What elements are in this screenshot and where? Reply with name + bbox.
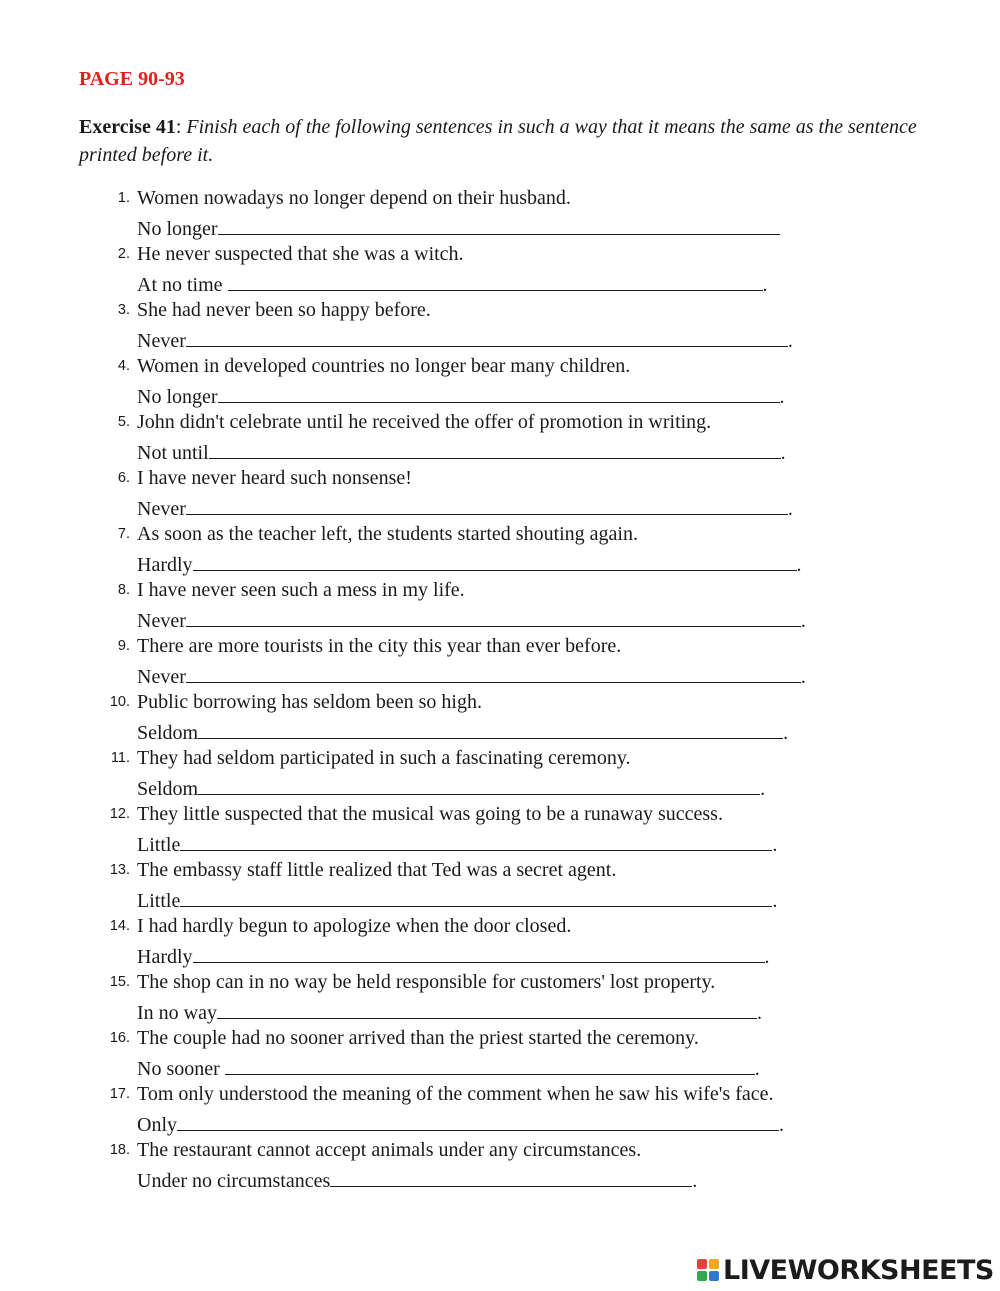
sentence-end-punctuation: . — [779, 1114, 784, 1136]
sentence-end-punctuation: . — [800, 666, 806, 688]
rewrite-prompt: At no time — [137, 274, 228, 296]
rewrite-line — [137, 213, 780, 242]
rewrite-line — [137, 325, 793, 354]
original-sentence: He never suspected that she was a witch. — [137, 243, 464, 265]
item-number: 12. — [109, 806, 130, 822]
rewrite-line — [137, 1109, 784, 1138]
rewrite-prompt: No sooner — [137, 1058, 225, 1080]
answer-blank[interactable] — [186, 325, 788, 347]
rewrite-prompt: In no way — [137, 1002, 217, 1024]
rewrite-line — [137, 269, 768, 298]
rewrite-prompt: Not until — [137, 442, 209, 464]
sentence-end-punctuation: . — [783, 722, 789, 744]
original-sentence: I have never seen such a mess in my life. — [137, 579, 465, 601]
answer-blank[interactable] — [186, 493, 788, 515]
answer-blank[interactable] — [193, 549, 797, 571]
rewrite-prompt: No longer — [137, 218, 218, 240]
rewrite-line — [137, 885, 777, 914]
item-number: 6. — [117, 470, 130, 486]
answer-blank[interactable] — [217, 997, 757, 1019]
sentence-end-punctuation: . — [787, 498, 793, 520]
sentence-end-punctuation: . — [779, 386, 785, 408]
item-number: 5. — [117, 414, 130, 430]
rewrite-prompt: Seldom — [137, 722, 199, 744]
rewrite-prompt: Hardly — [137, 554, 193, 576]
item-number: 15. — [109, 974, 130, 990]
answer-blank[interactable] — [330, 1165, 692, 1187]
rewrite-prompt: No longer — [137, 386, 218, 408]
item-number: 9. — [117, 638, 130, 654]
original-sentence: Women nowadays no longer depend on their husband. — [137, 187, 571, 209]
answer-blank[interactable] — [180, 829, 772, 851]
exercise-item — [0, 353, 1000, 409]
original-sentence: Women in developed countries no longer bear many children. — [137, 355, 631, 377]
answer-blank[interactable] — [225, 1053, 755, 1075]
rewrite-line — [137, 605, 806, 634]
exercise-separator: : — [175, 116, 187, 138]
answer-blank[interactable] — [180, 885, 772, 907]
exercise-item — [0, 241, 1000, 297]
rewrite-line — [137, 493, 793, 522]
exercise-item — [0, 857, 1000, 913]
exercise-item — [0, 913, 1000, 969]
exercise-item — [0, 801, 1000, 857]
answer-blank[interactable] — [186, 661, 801, 683]
exercise-item — [0, 1137, 1000, 1193]
exercise-item — [0, 1025, 1000, 1081]
answer-blank[interactable] — [228, 269, 763, 291]
rewrite-line — [137, 381, 785, 410]
original-sentence: There are more tourists in the city this year than ever before. — [137, 635, 622, 657]
page-label: PAGE 90-93 — [79, 68, 185, 90]
original-sentence: She had never been so happy before. — [137, 299, 431, 321]
exercise-instruction-text: Finish each of the following sentences in such a way that it means the same as the sentence printed before it. — [79, 116, 917, 166]
item-number: 17. — [109, 1086, 130, 1102]
rewrite-line — [137, 997, 762, 1026]
exercise-instructions — [79, 113, 929, 169]
answer-blank[interactable] — [193, 941, 765, 963]
liveworksheets-logo-text: LIVEWORKSHEETS — [723, 1254, 994, 1286]
rewrite-prompt: Under no circumstances — [137, 1170, 331, 1192]
sentence-end-punctuation: . — [762, 274, 768, 296]
rewrite-prompt: Hardly — [137, 946, 193, 968]
rewrite-prompt: Never — [137, 666, 186, 688]
answer-blank[interactable] — [198, 717, 783, 739]
exercise-item — [0, 185, 1000, 241]
item-number: 13. — [109, 862, 130, 878]
rewrite-line — [137, 829, 777, 858]
rewrite-prompt: Never — [137, 330, 186, 352]
sentence-end-punctuation: . — [756, 1002, 762, 1024]
rewrite-prompt: Never — [137, 498, 186, 520]
exercise-item — [0, 745, 1000, 801]
item-number: 11. — [110, 750, 130, 766]
exercise-item — [0, 577, 1000, 633]
sentence-end-punctuation: . — [772, 890, 778, 912]
rewrite-prompt: Little — [137, 890, 181, 912]
item-number: 1. — [117, 190, 130, 206]
answer-blank[interactable] — [218, 213, 780, 235]
item-number: 7. — [117, 526, 130, 542]
original-sentence: The shop can in no way be held responsible for customers' lost property. — [137, 971, 716, 993]
original-sentence: John didn't celebrate until he received the offer of promotion in writing. — [137, 411, 712, 433]
sentence-end-punctuation: . — [780, 442, 786, 464]
logo-square-1 — [697, 1259, 707, 1269]
answer-blank[interactable] — [177, 1109, 779, 1131]
rewrite-prompt: Only — [137, 1114, 177, 1136]
answer-blank[interactable] — [198, 773, 760, 795]
sentence-end-punctuation: . — [800, 610, 806, 632]
item-number: 16. — [109, 1030, 130, 1046]
exercise-label: Exercise 41 — [79, 116, 176, 138]
exercise-item — [0, 409, 1000, 465]
logo-square-2 — [709, 1259, 719, 1269]
liveworksheets-logo-icon — [697, 1259, 719, 1281]
rewrite-line — [137, 1165, 697, 1194]
exercise-item — [0, 969, 1000, 1025]
exercise-item — [0, 689, 1000, 745]
rewrite-line — [137, 661, 806, 690]
sentence-end-punctuation: . — [772, 834, 778, 856]
sentence-end-punctuation: . — [754, 1058, 760, 1080]
rewrite-prompt: Seldom — [137, 778, 199, 800]
item-number: 4. — [117, 358, 130, 374]
rewrite-line — [137, 437, 786, 466]
item-number: 14. — [109, 918, 130, 934]
sentence-end-punctuation: . — [692, 1170, 698, 1192]
original-sentence: The restaurant cannot accept animals under any circumstances. — [137, 1139, 642, 1161]
rewrite-line — [137, 941, 770, 970]
rewrite-line — [137, 773, 765, 802]
exercise-item — [0, 1081, 1000, 1137]
answer-blank[interactable] — [218, 381, 780, 403]
item-number: 10. — [109, 694, 130, 710]
rewrite-prompt: Never — [137, 610, 186, 632]
exercise-item — [0, 465, 1000, 521]
original-sentence: Public borrowing has seldom been so high. — [137, 691, 482, 713]
logo-square-3 — [697, 1271, 707, 1281]
original-sentence: I have never heard such nonsense! — [137, 467, 412, 489]
exercise-item — [0, 297, 1000, 353]
original-sentence: They had seldom participated in such a fascinating ceremony. — [137, 747, 631, 769]
exercise-item — [0, 633, 1000, 689]
item-number: 3. — [117, 302, 130, 318]
sentence-end-punctuation: . — [764, 946, 770, 968]
original-sentence: As soon as the teacher left, the students started shouting again. — [137, 523, 638, 545]
rewrite-prompt: Little — [137, 834, 181, 856]
rewrite-line — [137, 1053, 760, 1082]
sentence-end-punctuation: . — [796, 554, 802, 576]
original-sentence: Tom only understood the meaning of the comment when he saw his wife's face. — [137, 1083, 774, 1105]
original-sentence: They little suspected that the musical was going to be a runaway success. — [137, 803, 723, 825]
liveworksheets-logo — [697, 1253, 994, 1287]
answer-blank[interactable] — [186, 605, 801, 627]
original-sentence: I had hardly begun to apologize when the door closed. — [137, 915, 572, 937]
item-number: 8. — [117, 582, 130, 598]
original-sentence: The couple had no sooner arrived than the priest started the ceremony. — [137, 1027, 699, 1049]
sentence-end-punctuation: . — [760, 778, 766, 800]
exercise-item — [0, 521, 1000, 577]
rewrite-line — [137, 549, 802, 578]
logo-square-4 — [709, 1271, 719, 1281]
item-number: 2. — [117, 246, 130, 262]
rewrite-line — [137, 717, 788, 746]
exercise-list — [0, 185, 1000, 1193]
original-sentence: The embassy staff little realized that Ted was a secret agent. — [137, 859, 617, 881]
sentence-end-punctuation: . — [787, 330, 793, 352]
item-number: 18. — [109, 1142, 130, 1158]
answer-blank[interactable] — [209, 437, 781, 459]
